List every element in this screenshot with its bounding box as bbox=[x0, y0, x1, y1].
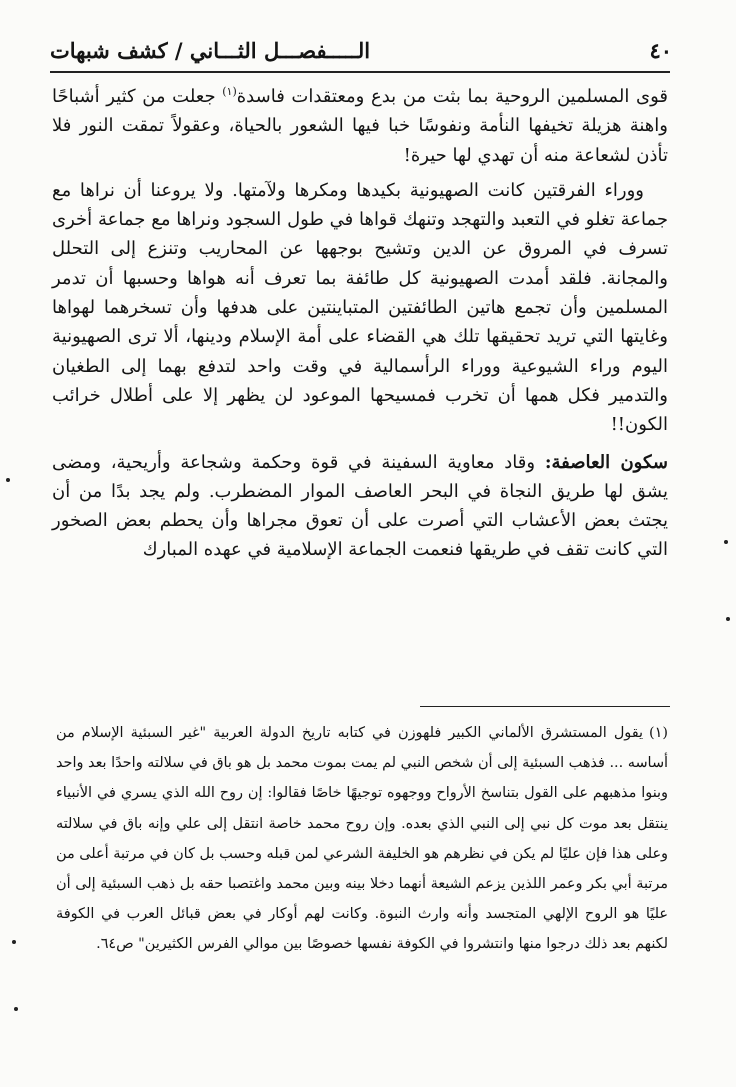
margin-mark bbox=[724, 540, 728, 544]
footnote bbox=[56, 718, 668, 960]
page-number: ٤٠ bbox=[649, 38, 672, 63]
footnote-number: (١) bbox=[649, 725, 668, 741]
running-header bbox=[50, 32, 672, 72]
main-text bbox=[52, 82, 668, 573]
margin-mark bbox=[14, 1007, 18, 1011]
margin-mark bbox=[6, 478, 10, 482]
header-rule bbox=[50, 71, 670, 73]
chapter-title: الـــــفصـــل الثـــاني / كشف شبهات bbox=[50, 38, 371, 63]
margin-mark bbox=[12, 940, 16, 944]
paragraph-text: وقاد معاوية السفينة في قوة وحكمة وشجاعة وأريحية، ومضى يشق لها طريق النجاة في البحر العاصف الموار المضطرب. ولم يجد بدًا من أن يجتث بعض الأعشاب التي أصرت على أن تعوق مجراها وأن يحطم بعض الصخور التي كانت تقف في طريقها فنعمت الجماعة الإسلامية في عهده المبارك bbox=[52, 451, 668, 561]
paragraph bbox=[52, 448, 668, 565]
paragraph-text: جعلت من كثير أشباحًا واهنة هزيلة تخيفها النأمة ونفوسًا خبا فيها الشعور بالحياة، وعقولاً تمقت النور فلا تأذن لشعاعة منه أن تهدي لها حيرة! bbox=[52, 86, 668, 166]
margin-mark bbox=[726, 617, 730, 621]
footnote-reference: (١) bbox=[222, 85, 237, 98]
paragraph bbox=[52, 82, 668, 170]
footnote-rule bbox=[420, 706, 670, 707]
footnote-text: يقول المستشرق الألماني الكبير فلهوزن في كتابه تاريخ الدولة العربية "غير السبئية الإسلام من أساسه ... فذهب السبئية إلى أن شخص النبي لم يمت بموت محمد بل هو باق في سلالته واحدًا بعد واحد وبنوا مذهبهم على القول بتناسخ الأرواح ووجهوه توجيهًا خاصًا فقالوا: إن روح الله الذي يسري في الأنبياء ينتقل بعد موت كل نبي إلى النبي الذي بعده. وإن روح محمد خاصة انتقل إلى علي وإنه باق في سلالته وعلى هذا فإن عليًا لم يكن في نظرهم هو الخليفة الشرعي لمن قبله وحسب بل كان في مرتبة أعلى من مرتبة أبي بكر وعمر اللذين يزعم الشيعة أنهما دخلا بينه وبين محمد واغتصبا حقه بل ذهب السبئية إلى أن عليًا هو الروح الإلهي المتجسد وأنه وارث النبوة. وكانت لهم أوكار في بعض قبائل العرب في الكوفة لكنهم بعد ذلك درجوا منها وانتشروا في الكوفة نفسها خصوصًا بين موالي الفرس الكثيرين" ص٦٤. bbox=[56, 725, 668, 953]
section-run-in-heading: سكون العاصفة: bbox=[544, 451, 668, 473]
paragraph-text: قوى المسلمين الروحية بما بثت من بدع ومعتقدات فاسدة bbox=[236, 86, 668, 107]
paragraph: ووراء الفرقتين كانت الصهيونية بكيدها ومكرها ولآمتها. ولا يروعنا أن نراها مع جماعة تغلو في التعبد والتهجد وتنهك قواها في طول السجود ونراها مع جماعة أخرى تسرف في المروق عن الدين وتشيح بوجهها عن المحاريب وتنزع إلى التحلل والمجانة. فلقد أمدت الصهيونية كل طائفة بما تعرف أنه هواها وحسبها أن تدمر المسلمين وأن تجمع هاتين الطائفتين المتباينتين على هدفها وأن تسخرهما لهواها وغايتها التي تريد تحقيقها تلك هي القضاء على أمة الإسلام ودينها، ألا ترى الصهيونية اليوم وراء الشيوعية ووراء الرأسمالية في وقت واحد لتدفع بهما إلى الطغيان والتدمير فكل همها أن تخرب فمسيحها الموعود لن يظهر إلا على أطلال خرائب الكون!! bbox=[52, 179, 668, 436]
